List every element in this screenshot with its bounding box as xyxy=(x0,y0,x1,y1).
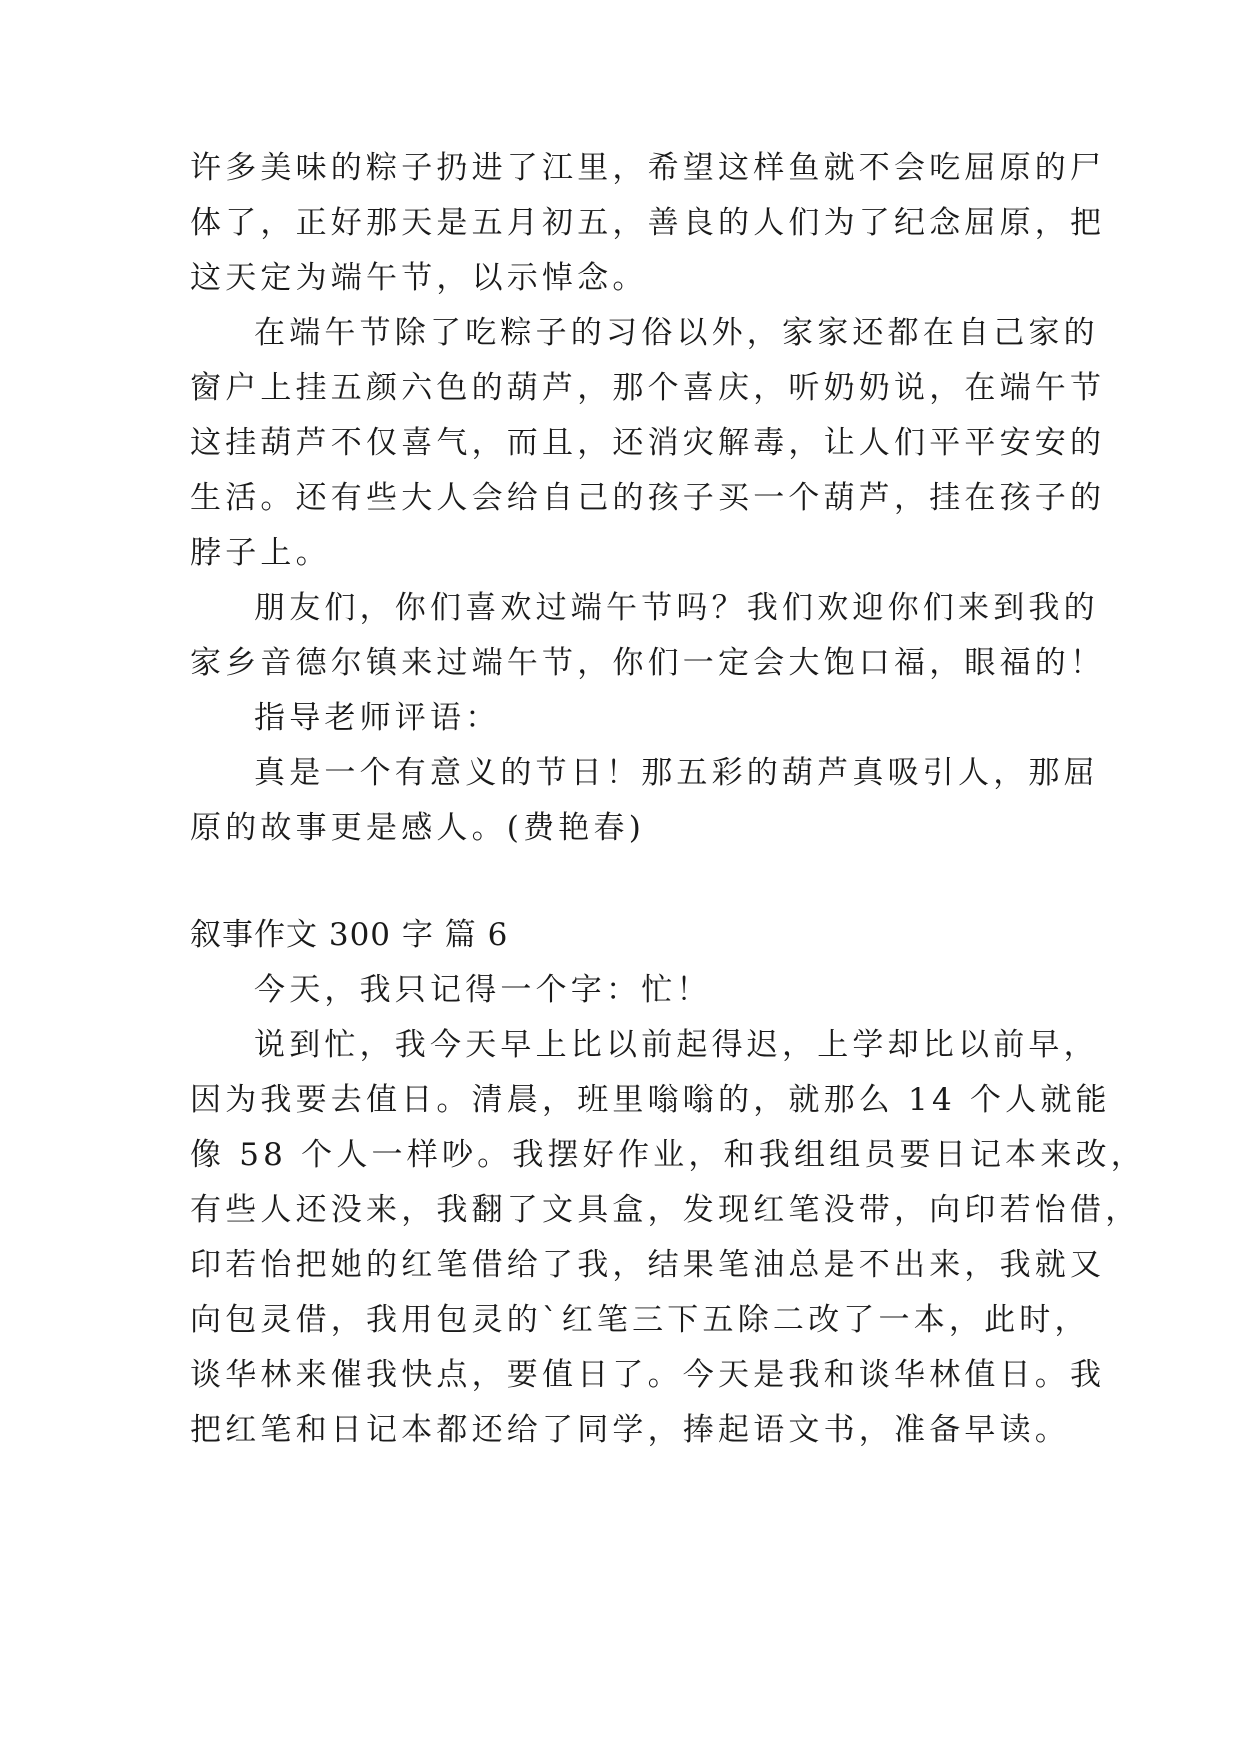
paragraph-line: 这天定为端午节，以示悼念。 xyxy=(190,260,648,296)
paragraph-line: 原的故事更是感人。(费艳春) xyxy=(190,810,645,846)
teacher-comment-label: 指导老师评语： xyxy=(254,700,501,736)
paragraph-line: 今天，我只记得一个字：忙！ xyxy=(254,972,712,1008)
paragraph-line: 体了，正好那天是五月初五，善良的人们为了纪念屈原，把 xyxy=(190,205,1106,241)
paragraph-line: 在端午节除了吃粽子的习俗以外，家家还都在自己家的 xyxy=(254,315,1099,351)
paragraph-line: 像 58 个人一样吵。我摆好作业，和我组组员要日记本来改， xyxy=(190,1137,1146,1173)
paragraph-line: 真是一个有意义的节日！那五彩的葫芦真吸引人，那屈 xyxy=(254,755,1099,791)
paragraph-line: 窗户上挂五颜六色的葫芦，那个喜庆，听奶奶说，在端午节 xyxy=(190,370,1106,406)
paragraph-line: 脖子上。 xyxy=(190,535,331,571)
paragraph-line: 许多美味的粽子扔进了江里，希望这样鱼就不会吃屈原的尸 xyxy=(190,150,1106,186)
paragraph-line: 向包灵借，我用包灵的`红笔三下五除二改了一本，此时， xyxy=(190,1302,1090,1338)
paragraph-line: 印若怡把她的红笔借给了我，结果笔油总是不出来，我就又 xyxy=(190,1247,1106,1283)
paragraph-line: 把红笔和日记本都还给了同学，捧起语文书，准备早读。 xyxy=(190,1412,1070,1448)
paragraph-line: 朋友们，你们喜欢过端午节吗？我们欢迎你们来到我的 xyxy=(254,590,1099,626)
paragraph-line: 这挂葫芦不仅喜气，而且，还消灾解毒，让人们平平安安的 xyxy=(190,425,1106,461)
section-heading: 叙事作文 300 字 篇 6 xyxy=(190,917,509,953)
paragraph-line: 有些人还没来，我翻了文具盒，发现红笔没带，向印若怡借， xyxy=(190,1192,1141,1228)
paragraph-line: 家乡音德尔镇来过端午节，你们一定会大饱口福，眼福的！ xyxy=(190,645,1106,681)
paragraph-line: 谈华林来催我快点，要值日了。今天是我和谈华林值日。我 xyxy=(190,1357,1106,1393)
paragraph-line: 因为我要去值日。清晨，班里嗡嗡的，就那么 14 个人就能 xyxy=(190,1082,1111,1118)
paragraph-line: 说到忙，我今天早上比以前起得迟，上学却比以前早， xyxy=(254,1027,1099,1063)
paragraph-line: 生活。还有些大人会给自己的孩子买一个葫芦，挂在孩子的 xyxy=(190,480,1106,516)
